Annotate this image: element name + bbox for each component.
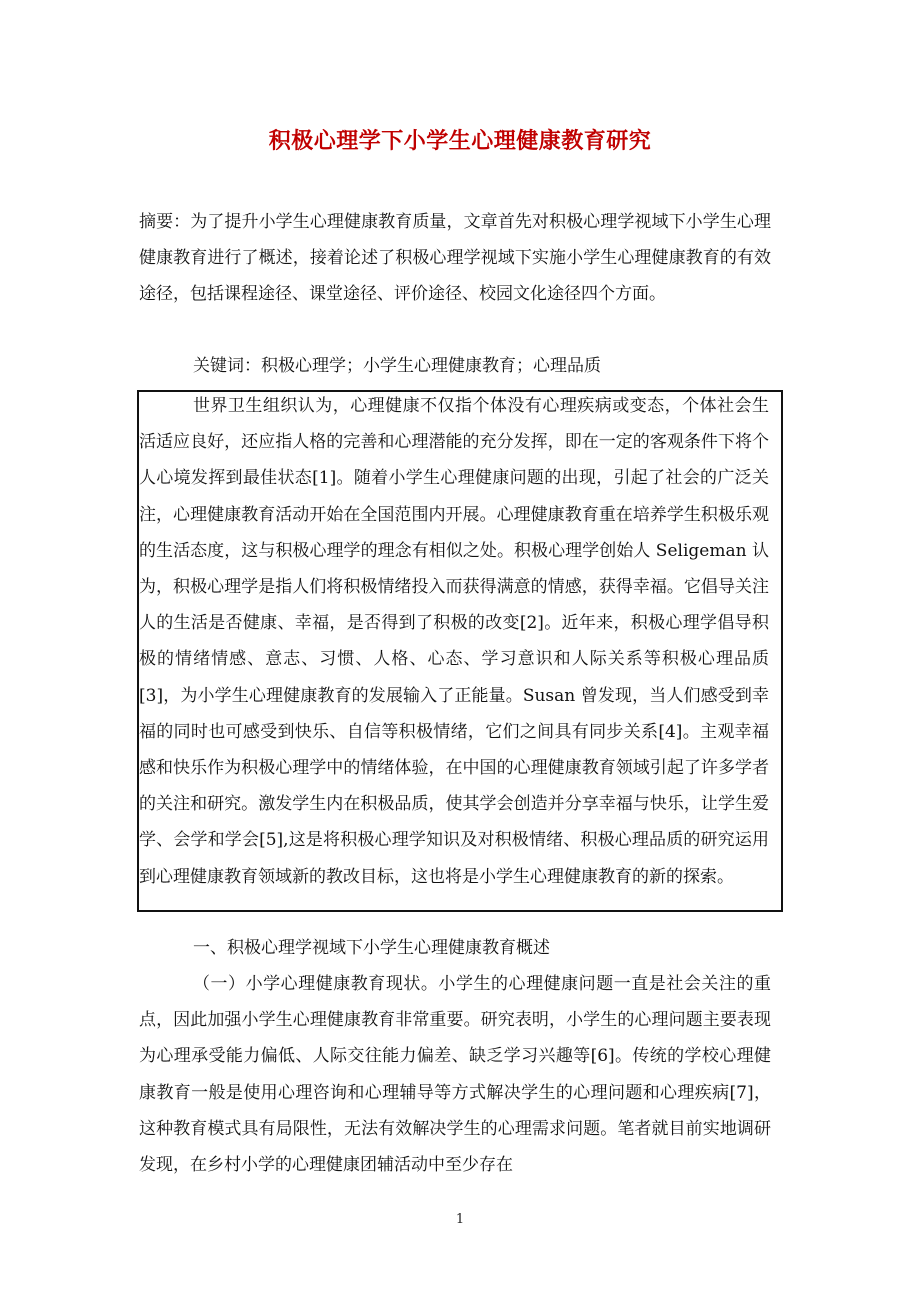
section-body-paragraph: （一）小学心理健康教育现状。小学生的心理健康问题一直是社会关注的重点，因此加强小学生心理健康教育非常重要。研究表明，小学生的心理问题主要表现为心理承受能力偏低、人际交往能力偏差、缺乏学习兴趣等[6]。传统的学校心理健康教育一般是使用心理咨询和心理辅导等方式解决学生的心理问题和心理疾病[7]，这种教育模式具有局限性，无法有效解决学生的心理需求问题。笔者就目前实地调研发现，在乡村小学的心理健康团辅活动中至少存在: [139, 974, 771, 1176]
introduction-paragraph: 世界卫生组织认为，心理健康不仅指个体没有心理疾病或变态，个体社会生活适应良好，还应指人格的完善和心理潜能的充分发挥，即在一定的客观条件下将个人心境发挥到最佳状态[1]。随着小学生心理健康问题的出现，引起了社会的广泛关注，心理健康教育活动开始在全国范围内开展。心理健康教育重在培养学生积极乐观的生活态度，这与积极心理学的理念有相似之处。积极心理学创始人 Seligeman 认为，积极心理学是指人们将积极情绪投入而获得满意的情感，获得幸福。它倡导关注人的生活是否健康、幸福，是否得到了积极的改变[2]。近年来，积极心理学倡导积极的情绪情感、意志、习惯、人格、心态、学习意识和人际关系等积极心理品质[3]，为小学生心理健康教育的发展输入了正能量。Susan 曾发现，当人们感受到幸福的同时也可感受到快乐、自信等积极情绪，它们之间具有同步关系[4]。主观幸福感和快乐作为积极心理学中的情绪体验，在中国的心理健康教育领域引起了许多学者的关注和研究。激发学生内在积极品质，使其学会创造并分享幸福与快乐，让学生爱学、会学和学会[5],这是将积极心理学知识及对积极情绪、积极心理品质的研究运用到心理健康教育领域新的教改目标，这也将是小学生心理健康教育的新的探索。: [139, 396, 769, 887]
highlighted-text-box: [137, 390, 783, 912]
section-heading: 一、积极心理学视域下小学生心理健康教育概述: [193, 938, 550, 958]
document-title: 积极心理学下小学生心理健康教育研究: [268, 128, 652, 154]
keywords-line: 关键词：积极心理学；小学生心理健康教育；心理品质: [193, 356, 601, 376]
abstract-paragraph: 摘要：为了提升小学生心理健康教育质量，文章首先对积极心理学视域下小学生心理健康教育进行了概述，接着论述了积极心理学视域下实施小学生心理健康教育的有效途径，包括课程途径、课堂途径、评价途径、校园文化途径四个方面。: [139, 212, 771, 305]
page-number: 1: [455, 1212, 465, 1227]
